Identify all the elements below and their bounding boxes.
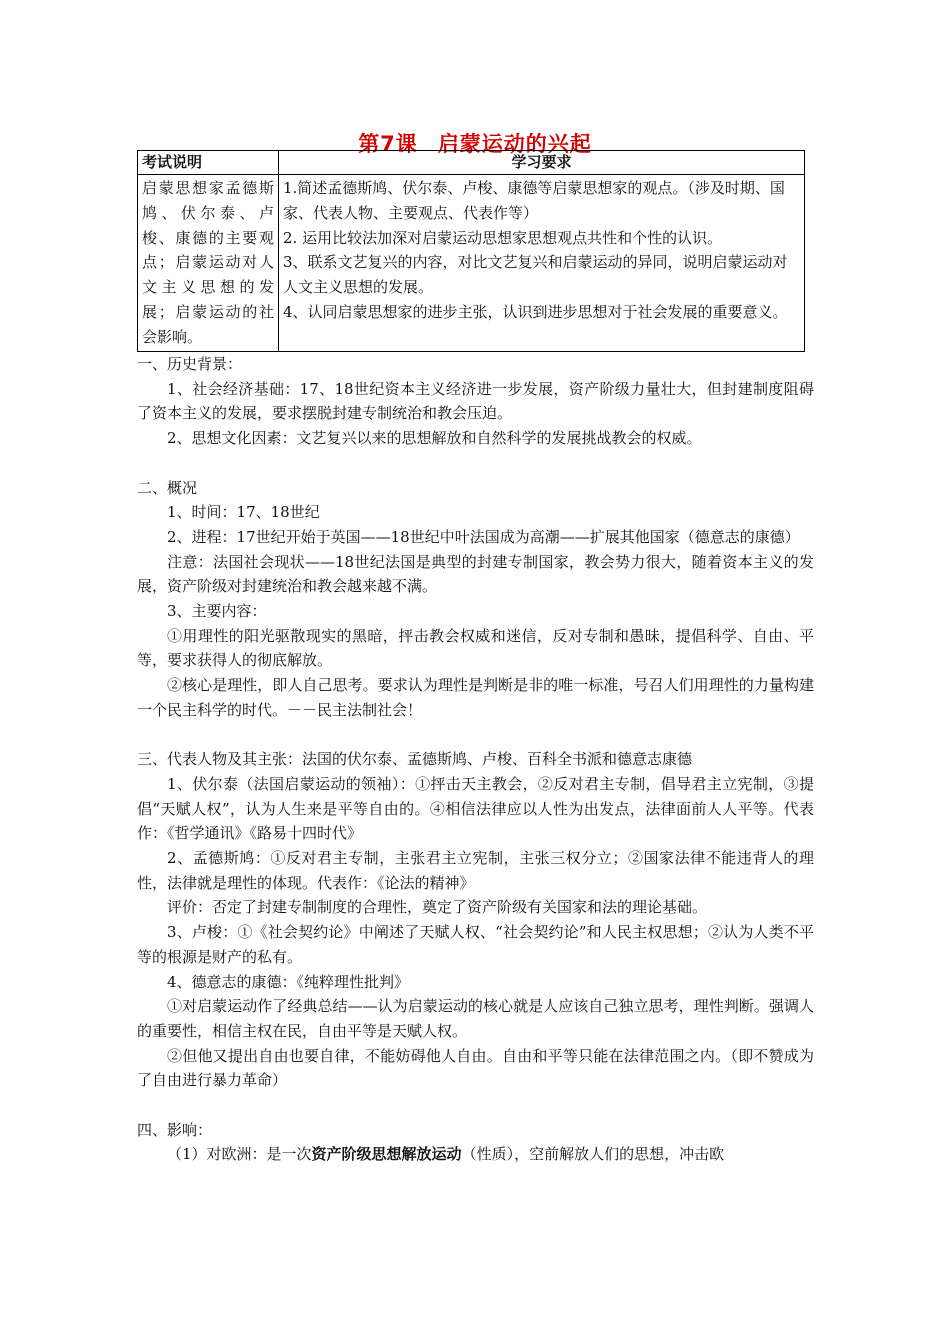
requirement-item: 2. 运用比较法加深对启蒙运动思想家思想观点共性和个性的认识。 [283,228,723,247]
requirement-item: 4、认同启蒙思想家的进步主张，认识到进步思想对于社会发展的重要意义。 [283,302,788,321]
paragraph: 4、德意志的康德：《纯粹理性批判》 [167,972,410,991]
section-heading: 一、历史背景： [137,355,243,373]
paragraph: ①对启蒙运动作了经典总结——认为启蒙运动的核心就是人应该自己独立思考，理性判断。强调人的重要性，相信主权在民，自由平等是天赋人权。 [137,997,814,1040]
paragraph: ②核心是理性，即人自己思考。要求认为理性是判断是非的唯一标准，号召人们用理性的力量构建一个民主科学的时代。－－民主法制社会！ [137,676,814,719]
paragraph: 1、社会经济基础：17、18世纪资本主义经济进一步发展，资产阶级力量壮大，但封建制度阻碍了资本主义的发展，要求摆脱封建专制统治和教会压迫。 [137,379,814,423]
impact-text: （性质），空前解放人们的思想，冲击欧 [461,1145,725,1164]
paragraph: 2、孟德斯鸠：①反对君主专制，主张君主立宪制，主张三权分立；②国家法律不能违背人的理性，法律就是理性的体现。代表作：《论法的精神》 [137,849,814,892]
paragraph: 注意：法国社会现状——18世纪法国是典型的封建专制国家，教会势力很大，随着资本主义的发展，资产阶级对封建统治和教会越来越不满。 [137,552,814,596]
paragraph: 3、卢梭：①《社会契约论》中阐述了天赋人权、“社会契约论”和人民主权思想；②认为人类不平等的根源是财产的私有。 [137,923,814,966]
requirements-cell [279,175,805,352]
requirements-table [137,150,805,352]
paragraph: 2、思想文化因素：文艺复兴以来的思想解放和自然科学的发展挑战教会的权威。 [167,429,702,448]
impact-emphasis: 资产阶级思想解放运动 [311,1145,462,1164]
paragraph: 3、主要内容： [167,602,267,621]
section-heading: 三、代表人物及其主张：法国的伏尔泰、孟德斯鸠、卢梭、百科全书派和德意志康德 [137,750,693,769]
paragraph: ②但他又提出自由也要自律，不能妨碍他人自由。自由和平等只能在法律范围之内。（即不赞成为了自由进行暴力革命） [137,1046,814,1090]
header-requirements: 学习要求 [279,151,805,175]
requirement-item: 3、联系文艺复兴的内容，对比文艺复兴和启蒙运动的异同，说明启蒙运动对人文主义思想的发展。 [283,253,788,297]
notes-body [137,352,814,1167]
paragraph: 1、伏尔泰（法国启蒙运动的领袖）：①抨击天主教会，②反对君主专制，倡导君主立宪制，③提倡“天赋人权”，认为人生来是平等自由的。④相信法律应以人性为出发点，法律面前人人平等。代表作：《哲学通讯》《路易十四时代》 [137,774,814,843]
paragraph [137,1142,814,1167]
exam-desc-cell: 启蒙思想家孟德斯鸠、伏尔泰、卢梭、康德的主要观点；启蒙运动对人文主义思想的发展；启蒙运动的社会影响。 [138,175,279,352]
section-heading: 二、概况 [137,478,198,497]
table-row [138,175,805,352]
table-header-row [138,151,805,175]
paragraph: 评价：否定了封建专制制度的合理性，奠定了资产阶级有关国家和法的理论基础。 [167,898,708,917]
impact-text: （1）对欧洲：是一次 [167,1145,312,1164]
requirement-item: 1.简述孟德斯鸠、伏尔泰、卢梭、康德等启蒙思想家的观点。（涉及时期、国家、代表人物、主要观点、代表作等） [283,179,785,222]
lesson-name: 启蒙运动的兴起 [437,132,592,156]
header-exam-desc: 考试说明 [138,151,279,175]
paragraph: ①用理性的阳光驱散现实的黑暗，抨击教会权威和迷信，反对专制和愚昧，提倡科学、自由、平等，要求获得人的彻底解放。 [137,626,814,670]
paragraph: 1、时间：17、18世纪 [167,503,320,522]
paragraph: 2、进程：17世纪开始于英国——18世纪中叶法国成为高潮——扩展其他国家（德意志的康德） [167,527,800,546]
lesson-number: 第7课 [358,132,418,156]
section-heading: 四、影响： [137,1120,213,1139]
